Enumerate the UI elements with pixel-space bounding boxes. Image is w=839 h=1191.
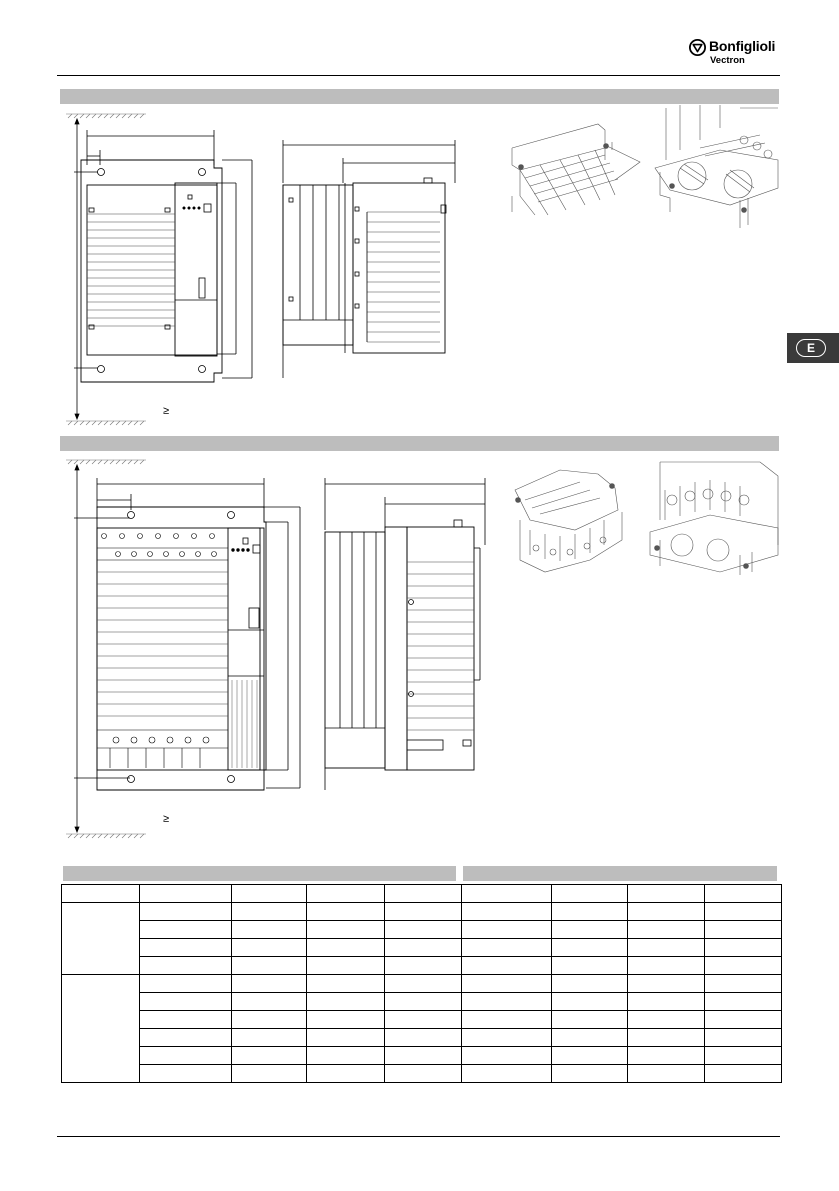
mounting-bracket-sketch-4 <box>650 462 778 575</box>
dimension-table <box>61 884 782 1083</box>
terminal-row-bottom <box>97 730 228 768</box>
wall-hatch-top <box>66 114 146 118</box>
group-cell-b <box>62 975 140 1083</box>
min-clearance-symbol-2: ≥ <box>163 813 170 825</box>
brand-sub: Vectron <box>710 55 745 66</box>
table-row <box>62 957 782 975</box>
table-row <box>62 1029 782 1047</box>
section-bar-1 <box>60 89 779 104</box>
mounting-bracket-sketch-2 <box>655 105 778 228</box>
table-row <box>62 921 782 939</box>
brand-name: Bonfiglioli <box>709 38 776 54</box>
header-rule <box>57 75 780 76</box>
table-row <box>62 1065 782 1083</box>
figure-1-dimension-drawing <box>60 105 780 430</box>
bonfiglioli-logo-icon <box>689 39 706 56</box>
language-tab <box>787 333 839 363</box>
wall-hatch-top-2 <box>66 460 146 464</box>
wall-hatch-bottom <box>66 421 146 425</box>
table-row <box>62 903 782 921</box>
group-cell-a <box>62 903 140 975</box>
table-header-row <box>62 885 782 903</box>
figure-2-dimension-drawing <box>60 452 780 844</box>
vent-slots-2 <box>232 680 257 768</box>
side-fins-1 <box>367 212 440 342</box>
heatsink-fins-2 <box>97 572 228 716</box>
table-row <box>62 975 782 993</box>
mounting-bracket-sketch-3 <box>515 470 622 572</box>
mounting-bracket-sketch-1 <box>512 124 640 215</box>
table-row <box>62 993 782 1011</box>
heatsink-fins-1 <box>87 214 175 326</box>
wall-hatch-bottom-2 <box>66 834 146 838</box>
table-header-bar-right <box>463 866 777 881</box>
footer-rule <box>57 1136 780 1137</box>
brand-logo <box>689 38 789 72</box>
table-header-bar-left <box>63 866 456 881</box>
min-clearance-symbol-1: ≥ <box>163 405 170 417</box>
language-badge: E <box>796 339 826 357</box>
table-row <box>62 1011 782 1029</box>
table-row <box>62 1047 782 1065</box>
side-fins-2 <box>407 562 474 730</box>
section-bar-2 <box>60 436 779 451</box>
terminal-row-top <box>97 534 228 561</box>
table-row <box>62 939 782 957</box>
